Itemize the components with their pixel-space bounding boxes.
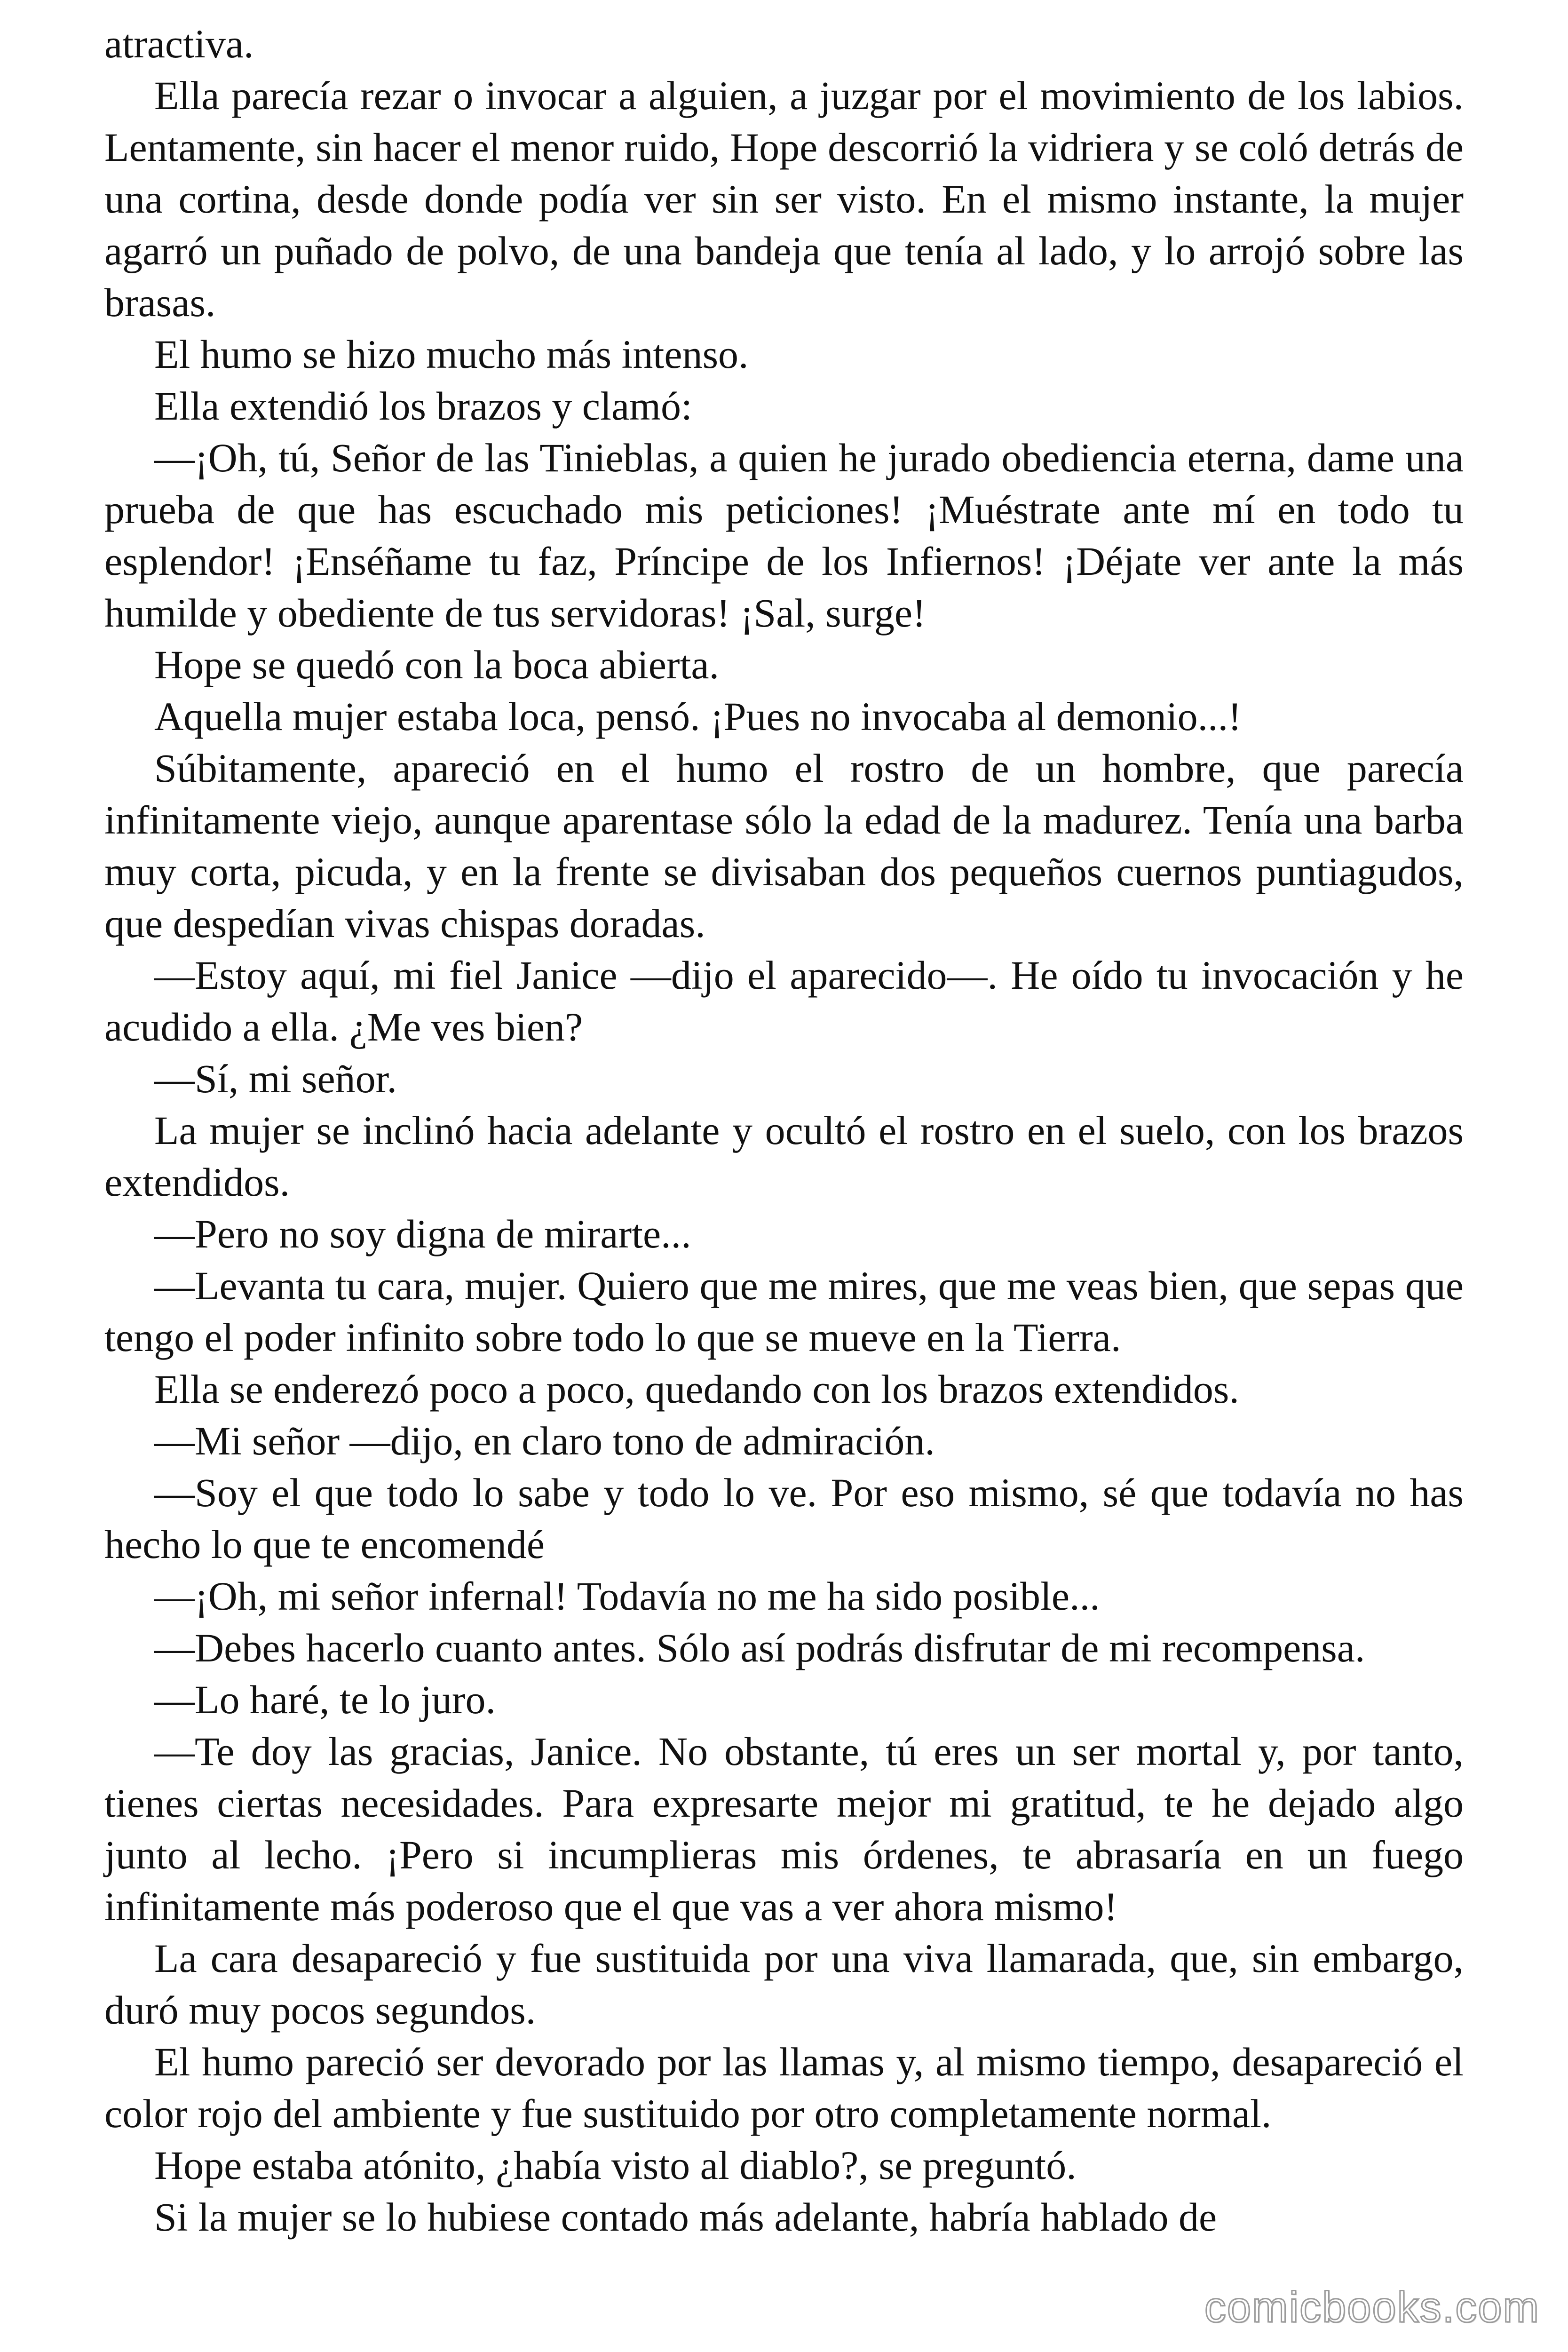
paragraph: Hope estaba atónito, ¿había visto al diablo?, se preguntó. — [154, 2143, 1077, 2188]
paragraph: —Soy el que todo lo sabe y todo lo ve. Por eso mismo, sé que todavía no has hecho lo que te encomendé — [104, 1470, 1464, 1567]
paragraph: —Te doy las gracias, Janice. No obstante, tú eres un ser mortal y, por tanto, tienes ciertas necesidades. Para expresarte mejor mi gratitud, te he dejado algo junto al lecho. ¡Pero si incumplieras mis órdenes, te abrasaría en un fuego infinitamente más poderoso que el que vas a ver ahora mismo! — [104, 1729, 1464, 1929]
paragraph: —Debes hacerlo cuanto antes. Sólo así podrás disfrutar de mi recompensa. — [154, 1625, 1365, 1670]
paragraph: La cara desapareció y fue sustituida por una viva llamarada, que, sin embargo, duró muy pocos segundos. — [104, 1936, 1464, 2033]
paragraph: Hope se quedó con la boca abierta. — [154, 642, 720, 687]
paragraph: Si la mujer se lo hubiese contado más adelante, habría hablado de — [154, 2194, 1217, 2240]
paragraph: —¡Oh, tú, Señor de las Tinieblas, a quien he jurado obediencia eterna, dame una prueba de que has escuchado mis peticiones! ¡Muéstrate ante mí en todo tu esplendor! ¡Enséñame tu faz, Príncipe de los Infiernos! ¡Déjate ver ante la más humilde y obediente de tus servidoras! ¡Sal, surge! — [104, 435, 1464, 636]
paragraph: —Estoy aquí, mi fiel Janice —dijo el aparecido—. He oído tu invocación y he acudido a ella. ¿Me ves bien? — [104, 953, 1464, 1049]
paragraph: —Mi señor —dijo, en claro tono de admiración. — [154, 1418, 935, 1463]
paragraph: —Lo haré, te lo juro. — [154, 1677, 496, 1722]
paragraph: Ella parecía rezar o invocar a alguien, a juzgar por el movimiento de los labios. Lentamente, sin hacer el menor ruido, Hope descorrió la vidriera y se coló detrás de una cortina, desde donde podía ver sin ser visto. En el mismo instante, la mujer agarró un puñado de polvo, de una bandeja que tenía al lado, y lo arrojó sobre las brasas. — [104, 73, 1464, 325]
paragraph: La mujer se inclinó hacia adelante y ocultó el rostro en el suelo, con los brazos extendidos. — [104, 1108, 1464, 1205]
paragraph: Ella se enderezó poco a poco, quedando con los brazos extendidos. — [154, 1367, 1239, 1412]
paragraph: atractiva. — [104, 21, 254, 66]
paragraph: Ella extendió los brazos y clamó: — [154, 383, 692, 429]
watermark: comicbooks.com — [1204, 2283, 1540, 2331]
paragraph: —Levanta tu cara, mujer. Quiero que me mires, que me veas bien, que sepas que tengo el poder infinito sobre todo lo que se mueve en la Tierra. — [104, 1263, 1464, 1360]
paragraph: El humo se hizo mucho más intenso. — [154, 332, 749, 377]
paragraph: —Pero no soy digna de mirarte... — [154, 1211, 691, 1256]
paragraph: Súbitamente, apareció en el humo el rostro de un hombre, que parecía infinitamente viejo, aunque aparentase sólo la edad de la madurez. Tenía una barba muy corta, picuda, y en la frente se divisaban dos pequeños cuernos puntiagudos, que despedían vivas chispas doradas. — [104, 746, 1464, 946]
paragraph: —Sí, mi señor. — [154, 1056, 397, 1101]
page-body — [104, 18, 1464, 2243]
paragraph: Aquella mujer estaba loca, pensó. ¡Pues no invocaba al demonio...! — [154, 694, 1242, 739]
paragraph: El humo pareció ser devorado por las llamas y, al mismo tiempo, desapareció el color rojo del ambiente y fue sustituido por otro completamente normal. — [104, 2039, 1464, 2136]
paragraph: —¡Oh, mi señor infernal! Todavía no me ha sido posible... — [154, 1573, 1100, 1619]
